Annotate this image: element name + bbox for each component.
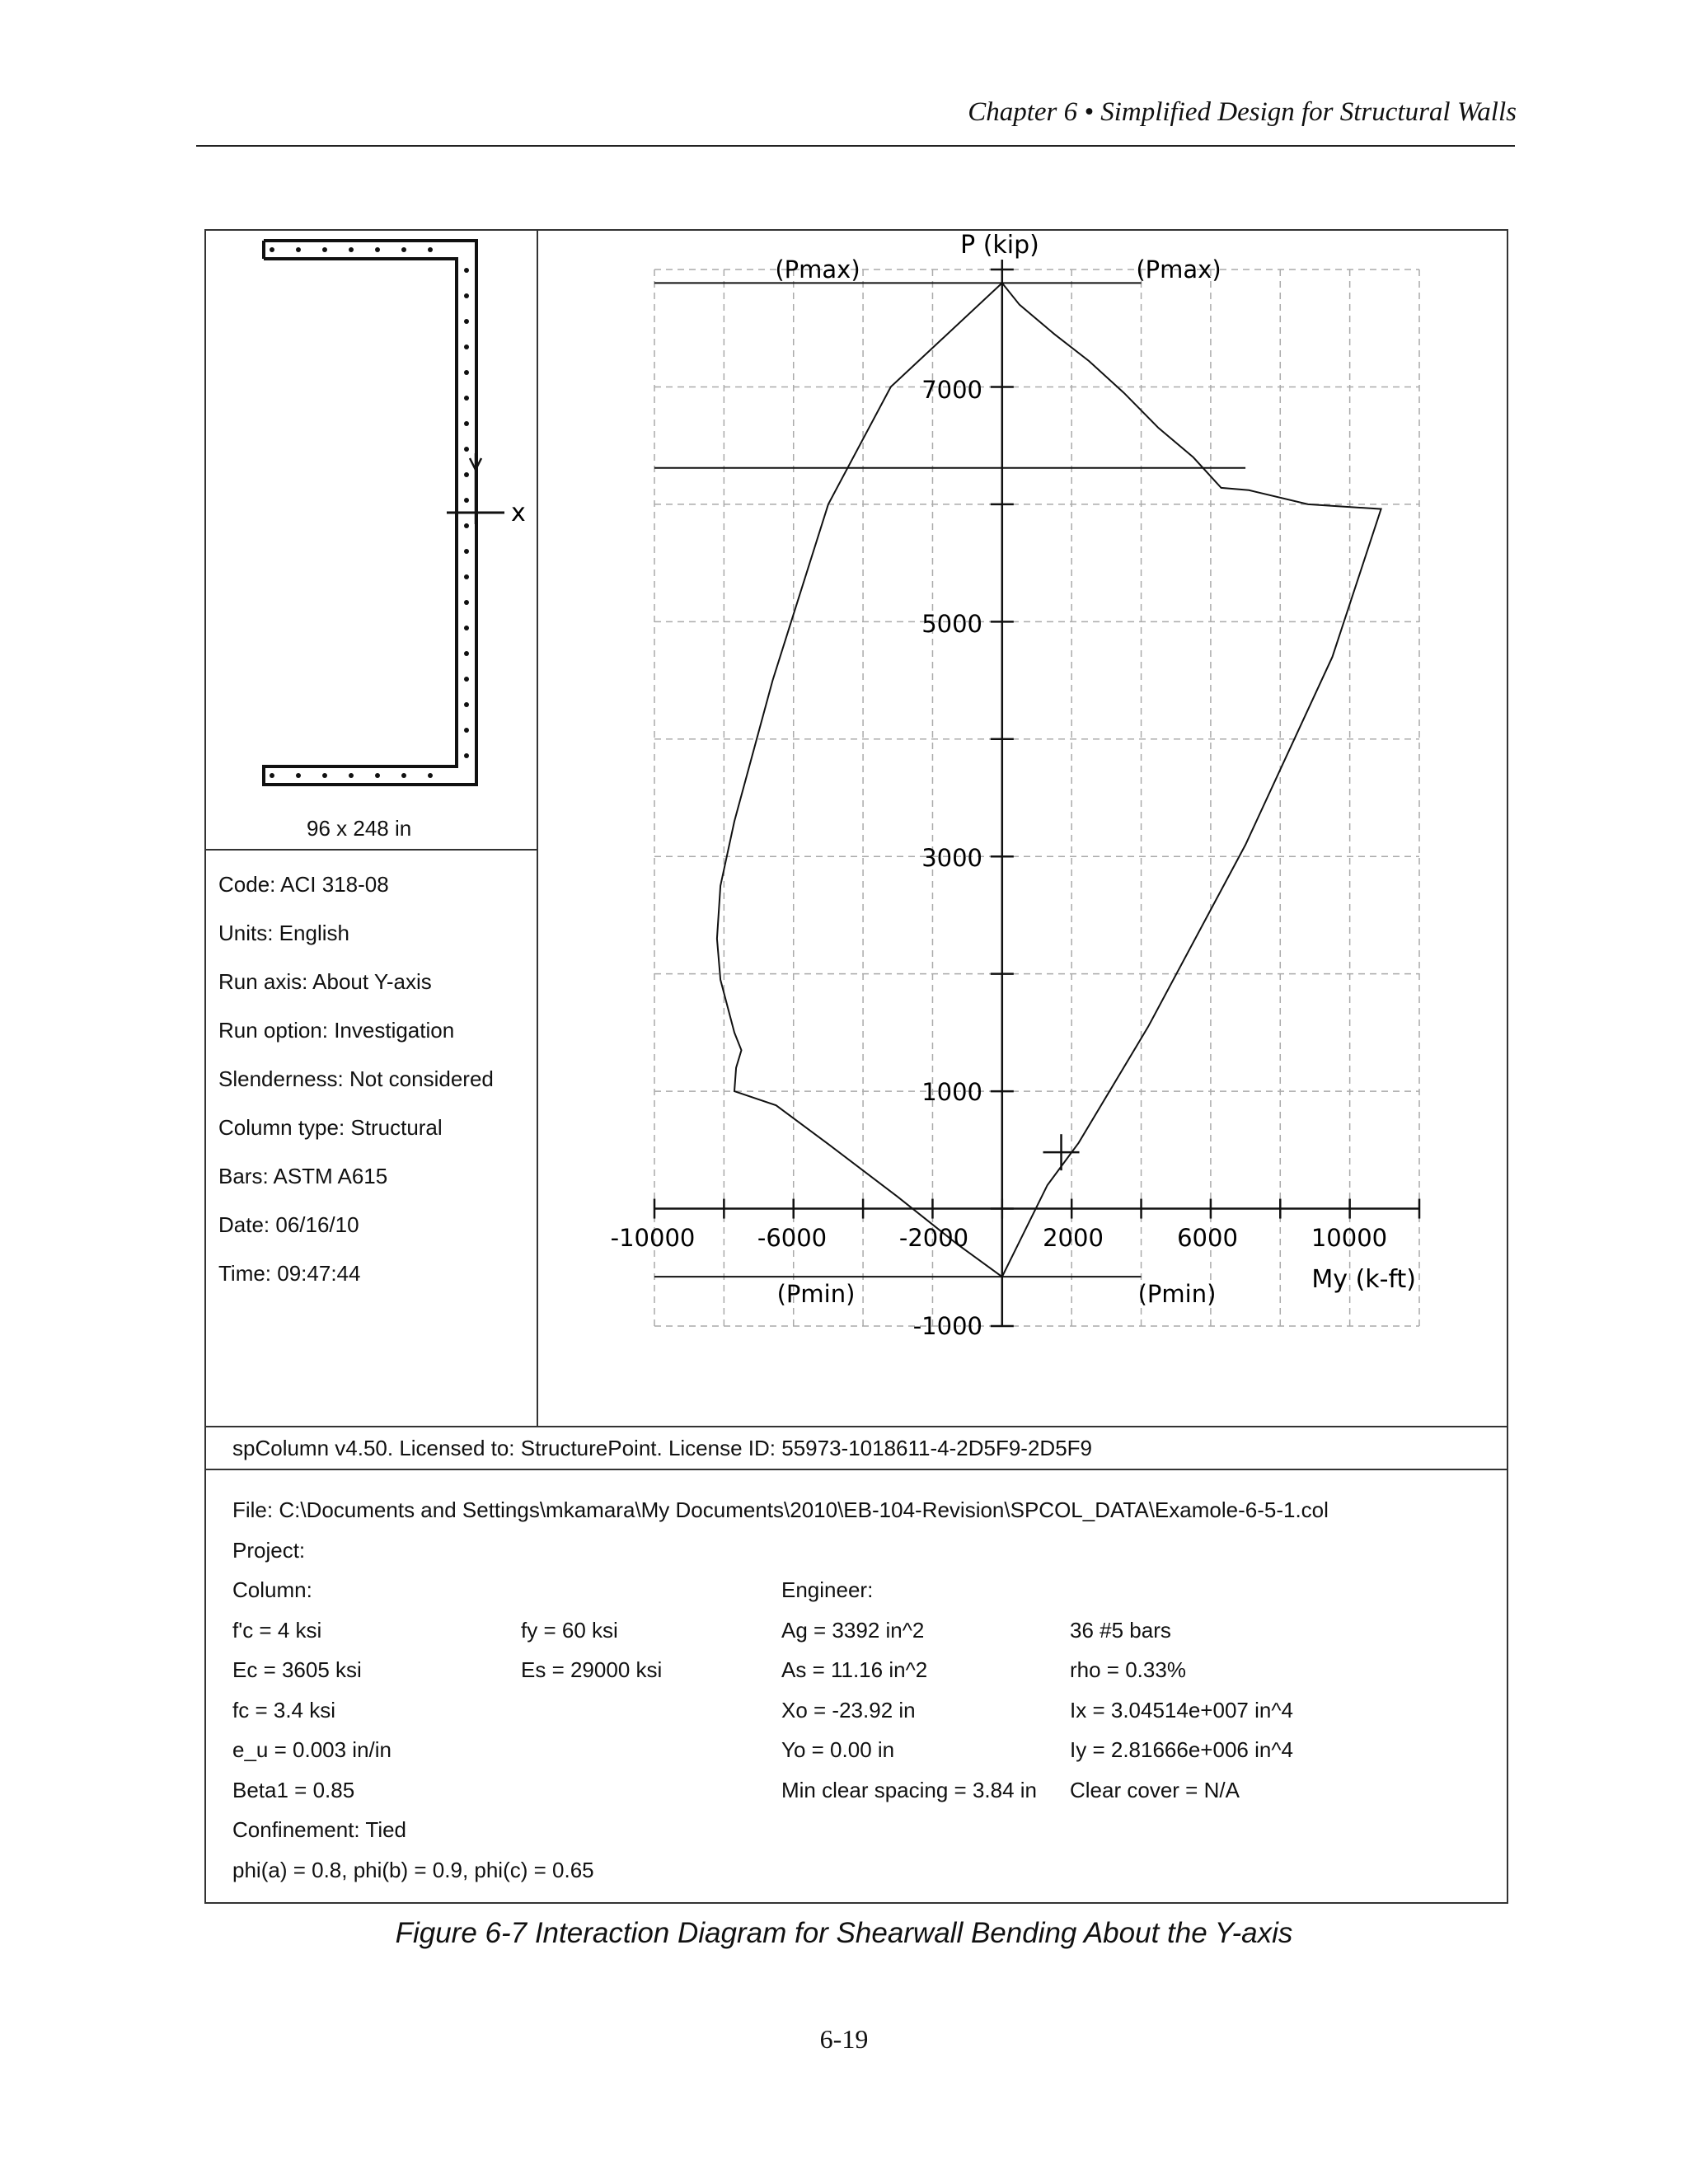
spec-time: Time: 09:47:44 <box>218 1261 361 1286</box>
spec-column-type: Column type: Structural <box>218 1115 443 1140</box>
column-label: Column: <box>232 1577 312 1602</box>
prop-rho: rho = 0.33% <box>1070 1657 1186 1682</box>
interaction-curve-layer <box>717 283 1381 1277</box>
x-tick-label: -2000 <box>898 1224 969 1252</box>
running-header: Chapter 6 • Simplified Design for Structural Walls <box>968 97 1517 127</box>
prop-ag: Ag = 3392 in^2 <box>781 1618 925 1643</box>
load-point-marker <box>1043 1134 1080 1170</box>
chart-reference-lines <box>654 283 1245 1277</box>
prop-iy: Iy = 2.81666e+006 in^4 <box>1070 1737 1293 1762</box>
file-path: File: C:\Documents and Settings\mkamara\My Documents\2010\EB-104-Revision\SPCOL_DATA\Examole-6-5-1.col <box>232 1497 1329 1522</box>
x-tick-label: 6000 <box>1177 1224 1238 1252</box>
prop-fc: f'c = 4 ksi <box>232 1618 322 1643</box>
prop-fy: fy = 60 ksi <box>521 1618 618 1643</box>
spec-run-axis: Run axis: About Y-axis <box>218 969 432 994</box>
pmin-label-left: (Pmin) <box>776 1280 856 1308</box>
prop-ix: Ix = 3.04514e+007 in^4 <box>1070 1698 1293 1722</box>
x-tick-label: -10000 <box>610 1224 696 1252</box>
prop-bars: 36 #5 bars <box>1070 1618 1171 1643</box>
x-tick-label: 10000 <box>1311 1224 1388 1252</box>
spec-date: Date: 06/16/10 <box>218 1212 359 1237</box>
y-axis-title: P (kip) <box>960 231 1039 260</box>
y-tick-label: 5000 <box>921 610 982 638</box>
prop-phi: phi(a) = 0.8, phi(b) = 0.9, phi(c) = 0.65 <box>232 1858 594 1882</box>
spec-units: Units: English <box>218 921 349 945</box>
chart-axes <box>654 260 1419 1326</box>
prop-beta1: Beta1 = 0.85 <box>232 1778 355 1802</box>
y-tick-label: 7000 <box>921 376 982 404</box>
prop-yo: Yo = 0.00 in <box>781 1737 895 1762</box>
x-tick-label: 2000 <box>1043 1224 1104 1252</box>
prop-confinement: Confinement: Tied <box>232 1817 407 1842</box>
x-tick-label: -6000 <box>757 1224 828 1252</box>
license-line: spColumn v4.50. Licensed to: StructurePoint. License ID: 55973-1018611-4-2D5F9-2D5F9 <box>232 1436 1092 1460</box>
engineer-label: Engineer: <box>781 1577 874 1602</box>
x-axis-label: x <box>511 499 526 527</box>
spec-run-option: Run option: Investigation <box>218 1018 455 1043</box>
pmax-label-right: (Pmax) <box>1136 255 1221 284</box>
y-tick-label: 1000 <box>921 1078 982 1106</box>
figure-caption: Figure 6-7 Interaction Diagram for Shearwall Bending About the Y-axis <box>395 1917 1293 1949</box>
y-tick-label: 3000 <box>921 844 982 872</box>
prop-min-spacing: Min clear spacing = 3.84 in <box>781 1778 1038 1802</box>
page-number: 6-19 <box>819 2024 869 2054</box>
prop-clear-cover: Clear cover = N/A <box>1070 1778 1240 1802</box>
pmin-label-right: (Pmin) <box>1137 1280 1217 1308</box>
prop-ec: Ec = 3605 ksi <box>232 1657 362 1682</box>
grid-vertical-lines <box>654 269 1419 1326</box>
spec-code: Code: ACI 318-08 <box>218 872 389 897</box>
prop-fc-stress: fc = 3.4 ksi <box>232 1698 335 1722</box>
prop-es: Es = 29000 ksi <box>521 1657 663 1682</box>
prop-as: As = 11.16 in^2 <box>781 1657 928 1682</box>
prop-eu: e_u = 0.003 in/in <box>232 1737 392 1762</box>
interaction-curve <box>717 283 1381 1277</box>
section-dimensions: 96 x 248 in <box>307 816 412 841</box>
license-divider-bottom <box>204 1469 1508 1470</box>
chart-ticks <box>654 269 1419 1326</box>
spec-bars: Bars: ASTM A615 <box>218 1164 388 1188</box>
spec-slenderness: Slenderness: Not considered <box>218 1066 494 1091</box>
y-tick-label: -1000 <box>912 1312 982 1340</box>
license-divider-top <box>204 1426 1508 1427</box>
prop-xo: Xo = -23.92 in <box>781 1698 916 1722</box>
project-label: Project: <box>232 1538 306 1563</box>
pmax-label-left: (Pmax) <box>775 255 860 284</box>
grid-horizontal-lines <box>654 269 1419 1326</box>
x-axis-title: My (k-ft) <box>1311 1265 1416 1294</box>
